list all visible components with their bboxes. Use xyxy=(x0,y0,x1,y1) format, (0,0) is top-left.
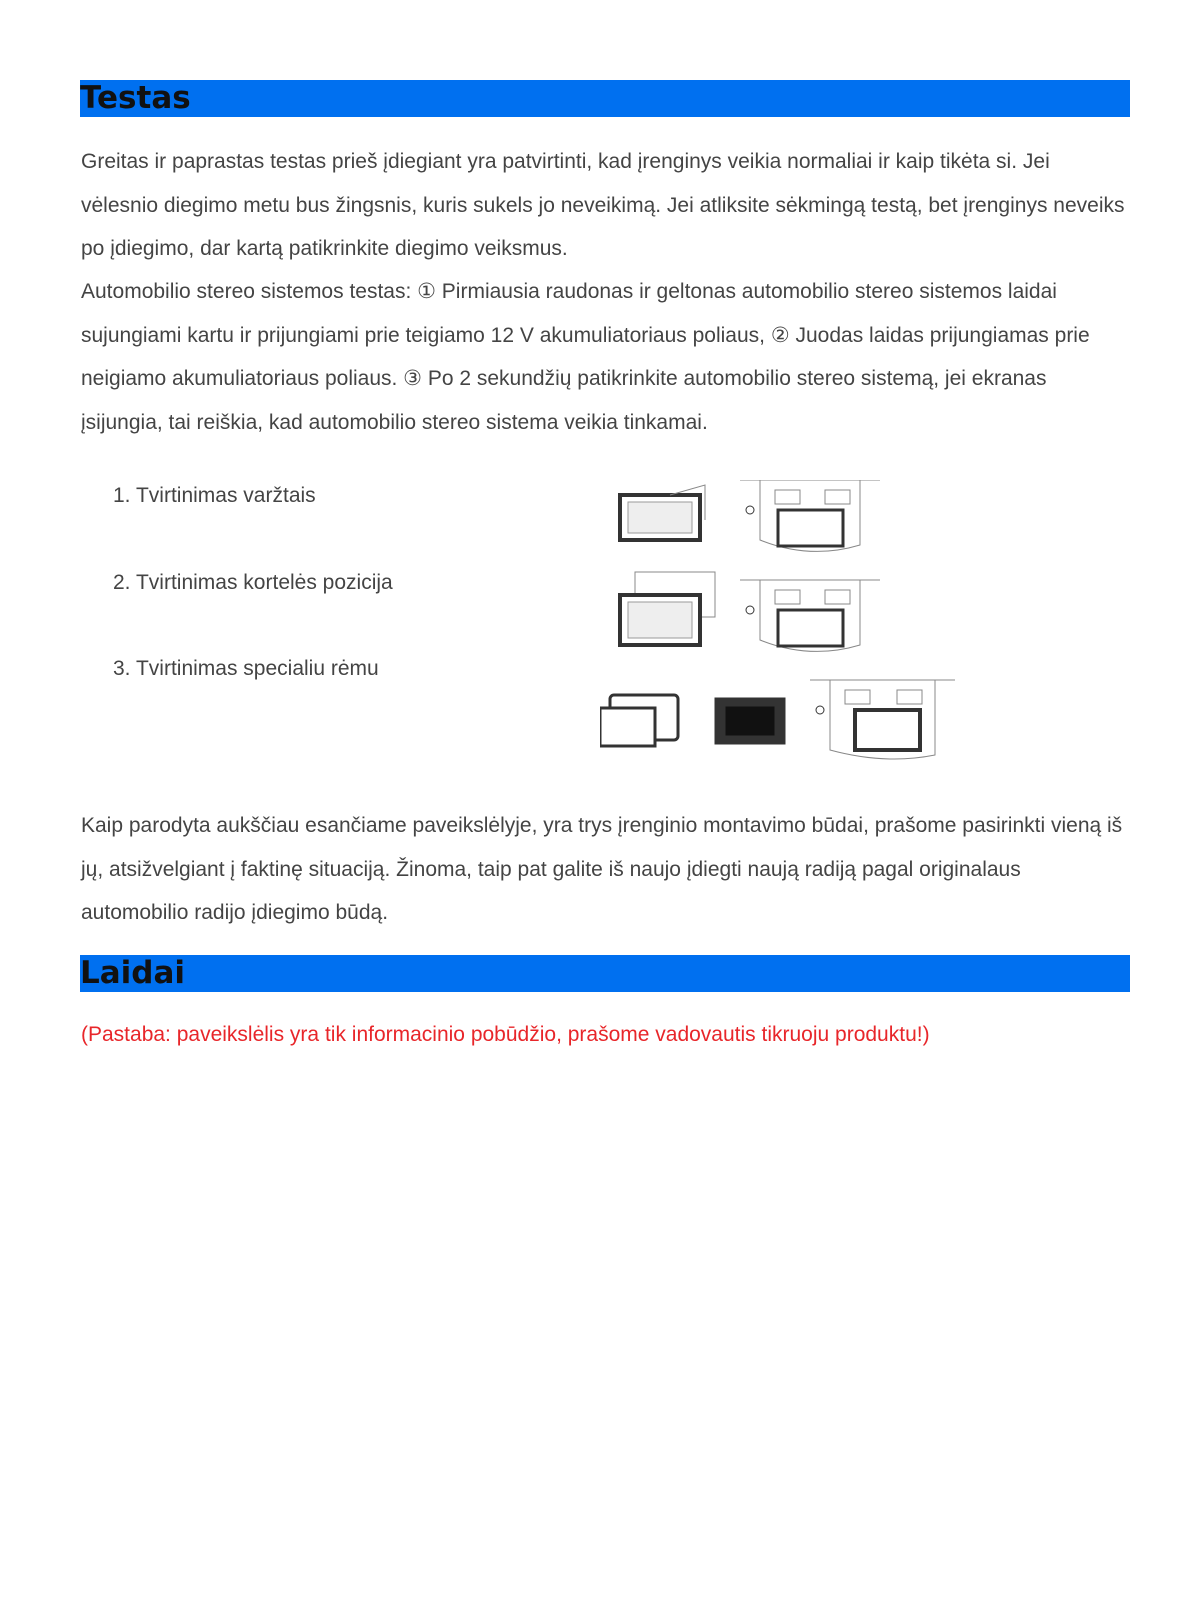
section-header-testas xyxy=(80,80,1130,117)
section-header-laidai xyxy=(80,955,1130,992)
methods-paragraph: Kaip parodyta aukščiau esančiame paveikslėlyje, yra trys įrenginio montavimo būdai, prašome pasirinkti vieną iš jų, atsižvelgiant į faktinę situaciją. Žinoma, taip pat galite iš naujo įdiegti naują radiją pagal originalaus automobilio radijo įdiegimo būdą. xyxy=(81,814,1123,924)
screw-mount-image xyxy=(620,480,880,551)
method-2: 2. Tvirtinimas kortelės pozicija xyxy=(113,571,393,594)
note-text: (Pastaba: paveikslėlis yra tik informacinio pobūdžio, prašome vadovautis tikruoju produktu!) xyxy=(81,1023,930,1046)
method-1: 1. Tvirtinimas varžtais xyxy=(113,484,316,507)
card-mount-image xyxy=(620,572,880,651)
mounting-illustration xyxy=(600,480,1000,780)
section-title: Testas xyxy=(80,80,191,116)
method-3: 3. Tvirtinimas specialiu rėmu xyxy=(113,657,379,680)
test-paragraph: Automobilio stereo sistemos testas: ① Pirmiausia raudonas ir geltonas automobilio stereo sistemos laidai sujungiami kartu ir prijungiami prie teigiamo 12 V akumuliatoriaus poliaus, ② Juodas laidas prijungiamas prie neigiamo akumuliatoriaus poliaus. ③ Po 2 sekundžių patikrinkite automobilio stereo sistemą, jei ekranas įsijungia, tai reiškia, kad automobilio stereo sistema veikia tinkamai. xyxy=(81,280,1090,434)
section-title: Laidai xyxy=(80,955,186,991)
frame-mount-image xyxy=(600,680,955,759)
intro-paragraph: Greitas ir paprastas testas prieš̌ įdiegiant yra patvirtinti, kad įrenginys veikia normaliai ir kaip tikėta si. Jei vėlesnio diegimo metu bus žingsnis, kuris sukels jo neveikimą. Jei atliksite sėkmingą testą, bet įrenginys neveiks po įdiegimo, dar kartą patikrinkite diegimo veiksmus. xyxy=(81,150,1125,260)
